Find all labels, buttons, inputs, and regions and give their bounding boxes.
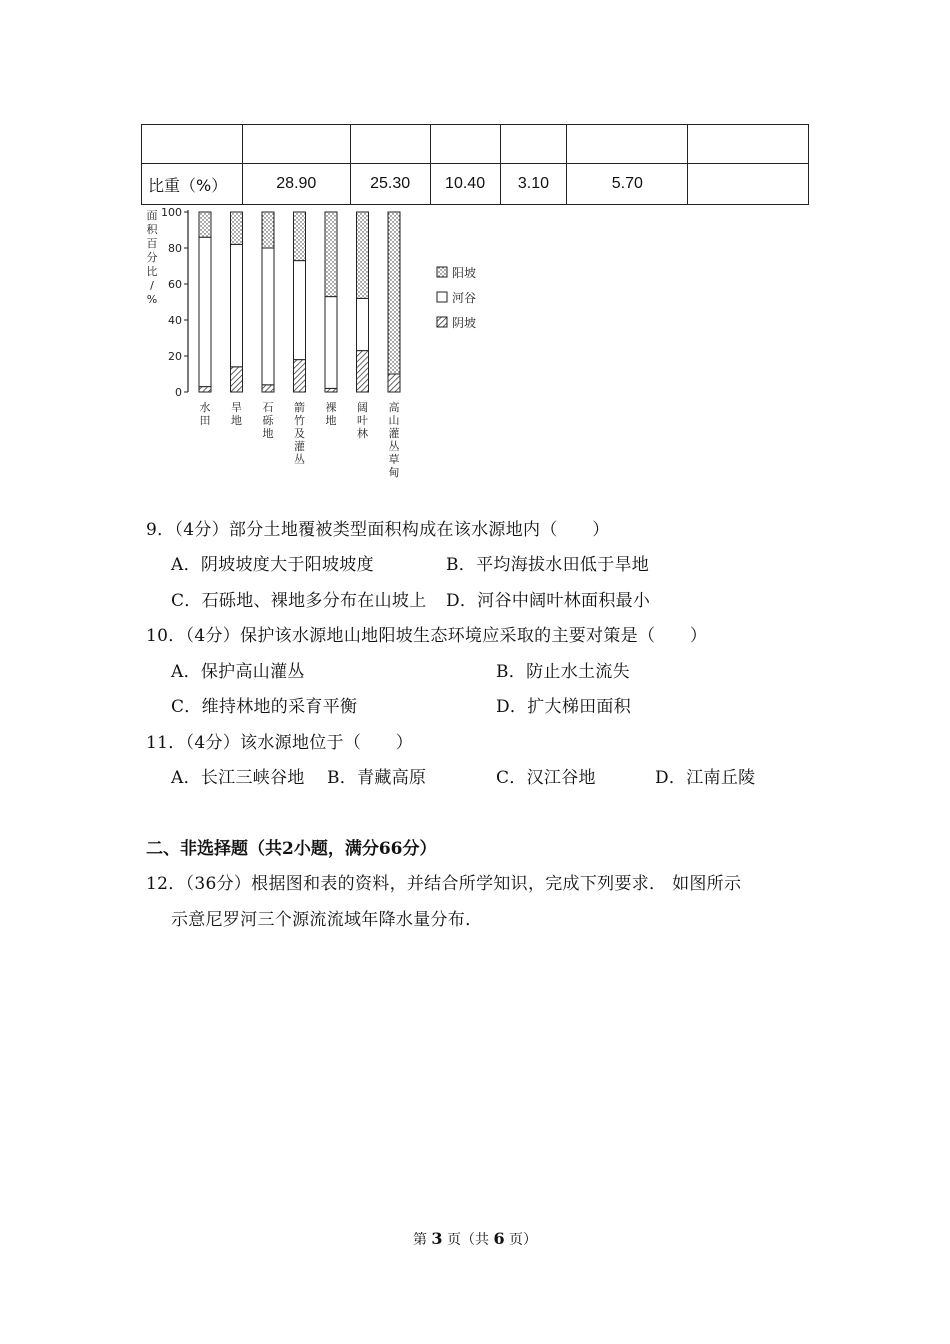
x-category-label-char: 砾 — [262, 414, 274, 427]
table-cell: 10.40 — [430, 164, 500, 205]
bar-segment — [231, 367, 243, 392]
table-cell: 3.10 — [500, 164, 567, 205]
y-tick-label: 20 — [168, 350, 182, 363]
x-category-label-char: 地 — [262, 427, 274, 440]
land-proportion-table — [141, 124, 809, 205]
x-category-label-char: 山 — [388, 414, 400, 427]
question-11-option-b: B．青藏高原 — [327, 768, 427, 788]
x-category-label-char: 灌 — [294, 440, 305, 453]
footer-suffix: 页） — [509, 1232, 538, 1248]
question-10-option-c: C．维持林地的采育平衡 — [171, 697, 358, 717]
bar-segment — [294, 360, 306, 392]
land-cover-stacked-bar-chart — [140, 205, 500, 485]
footer-page-number: 3 — [431, 1229, 443, 1248]
x-category-label-char: 箭 — [294, 401, 305, 414]
x-category-label-char: 旱 — [231, 401, 242, 414]
question-11-option-d: D．江南丘陵 — [655, 768, 756, 788]
x-category-label-char: 甸 — [388, 466, 400, 479]
table-cell — [142, 125, 243, 164]
y-tick-label: 40 — [168, 314, 182, 327]
x-category-label-char: 及 — [294, 427, 305, 440]
row-label: 比重（%） — [142, 164, 243, 205]
bar-segment — [294, 212, 306, 261]
table-cell: 28.90 — [242, 164, 350, 205]
y-axis-label-char: 比 — [146, 265, 158, 278]
question-9-option-a: A．阴坡坡度大于阳坡坡度 — [171, 555, 374, 575]
bar-segment — [262, 385, 274, 392]
bar-segment — [199, 387, 211, 392]
y-axis-label-char: 面 — [146, 209, 158, 222]
y-axis-label-char: 积 — [146, 223, 158, 236]
x-category-label-char: 石 — [262, 401, 274, 414]
bar-segment — [262, 212, 274, 248]
bar-segment — [199, 212, 211, 237]
bar-segment — [388, 212, 400, 374]
x-category-label-char: 丛 — [294, 453, 305, 466]
legend-swatch — [437, 267, 447, 277]
question-10-option-b: B．防止水土流失 — [496, 662, 630, 682]
question-11-option-a: A．长江三峡谷地 — [171, 768, 305, 788]
y-axis-label-char: / — [150, 279, 154, 292]
bar-segment — [325, 212, 337, 297]
x-category-label-char: 草 — [388, 453, 400, 466]
question-10-stem: 10．（4分）保护该水源地山地阳坡生态环境应采取的主要对策是（ ） — [146, 626, 708, 646]
table-cell — [242, 125, 350, 164]
y-tick-label: 0 — [175, 386, 182, 399]
legend-label: 阳坡 — [452, 266, 477, 280]
question-9-option-b: B．平均海拔水田低于旱地 — [446, 555, 650, 575]
legend-swatch — [437, 317, 447, 327]
x-category-label-char: 地 — [231, 414, 242, 427]
bar-segment — [388, 374, 400, 392]
table-cell — [688, 164, 809, 205]
footer-total-pages: 6 — [493, 1229, 505, 1248]
y-axis-label-char: 分 — [146, 251, 158, 264]
table-cell: 5.70 — [567, 164, 688, 205]
x-category-label-char: 地 — [325, 414, 337, 427]
y-axis-label-char: 百 — [146, 237, 158, 250]
table-row — [142, 125, 809, 164]
y-axis-label — [147, 209, 159, 306]
legend-label: 河谷 — [452, 291, 477, 305]
section-heading: 二、非选择题（共2小题，满分66分） — [146, 839, 437, 859]
x-category-label-char: 田 — [199, 414, 211, 427]
bar-segment — [357, 351, 369, 392]
x-category-label-char: 高 — [388, 401, 400, 414]
bar-segment — [357, 298, 369, 350]
question-10-option-d: D．扩大梯田面积 — [496, 697, 632, 717]
y-tick-label: 100 — [161, 206, 182, 219]
question-9-stem: 9．（4分）部分土地覆被类型面积构成在该水源地内（ ） — [146, 520, 610, 540]
bar-segment — [325, 388, 337, 392]
question-12-stem-line2: 示意尼罗河三个源流流域年降水量分布． — [171, 910, 483, 930]
footer-prefix: 第 — [412, 1232, 427, 1248]
question-11-option-c: C．汉江谷地 — [496, 768, 596, 788]
x-category-label-char: 裸 — [325, 401, 337, 414]
table-row — [142, 164, 809, 205]
y-axis-label-char: % — [146, 293, 158, 306]
table-cell — [350, 125, 430, 164]
question-10-option-a: A．保护高山灌丛 — [171, 662, 305, 682]
x-category-label-char: 林 — [357, 427, 368, 440]
bar-segment — [231, 212, 243, 244]
bar-segment — [357, 212, 369, 298]
page-footer — [0, 1229, 950, 1249]
legend-swatch — [437, 292, 447, 302]
y-tick-label: 60 — [168, 278, 182, 291]
table-cell — [688, 125, 809, 164]
bar-segment — [294, 261, 306, 360]
table-cell: 25.30 — [350, 164, 430, 205]
table-cell — [430, 125, 500, 164]
question-11-stem: 11．（4分）该水源地位于（ ） — [146, 733, 414, 753]
x-category-label-char: 叶 — [357, 414, 368, 427]
table-cell — [500, 125, 567, 164]
x-category-label-char: 灌 — [388, 427, 400, 440]
legend-label: 阴坡 — [452, 316, 477, 330]
table-cell — [567, 125, 688, 164]
x-category-label-char: 阔 — [357, 401, 368, 414]
question-9-option-d: D．河谷中阔叶林面积最小 — [446, 591, 651, 611]
x-category-label-char: 水 — [199, 401, 211, 414]
x-category-label-char: 竹 — [294, 414, 305, 427]
x-category-label-char: 丛 — [388, 440, 400, 453]
bar-segment — [199, 237, 211, 386]
question-9-option-c: C．石砾地、裸地多分布在山坡上 — [171, 591, 427, 611]
footer-middle: 页（共 — [447, 1232, 489, 1248]
bar-segment — [262, 248, 274, 385]
y-tick-label: 80 — [168, 242, 182, 255]
bar-segment — [231, 244, 243, 366]
question-12-stem-line1: 12．（36分）根据图和表的资料，并结合所学知识，完成下列要求． 如图所示 — [146, 874, 742, 894]
bar-segment — [325, 297, 337, 389]
